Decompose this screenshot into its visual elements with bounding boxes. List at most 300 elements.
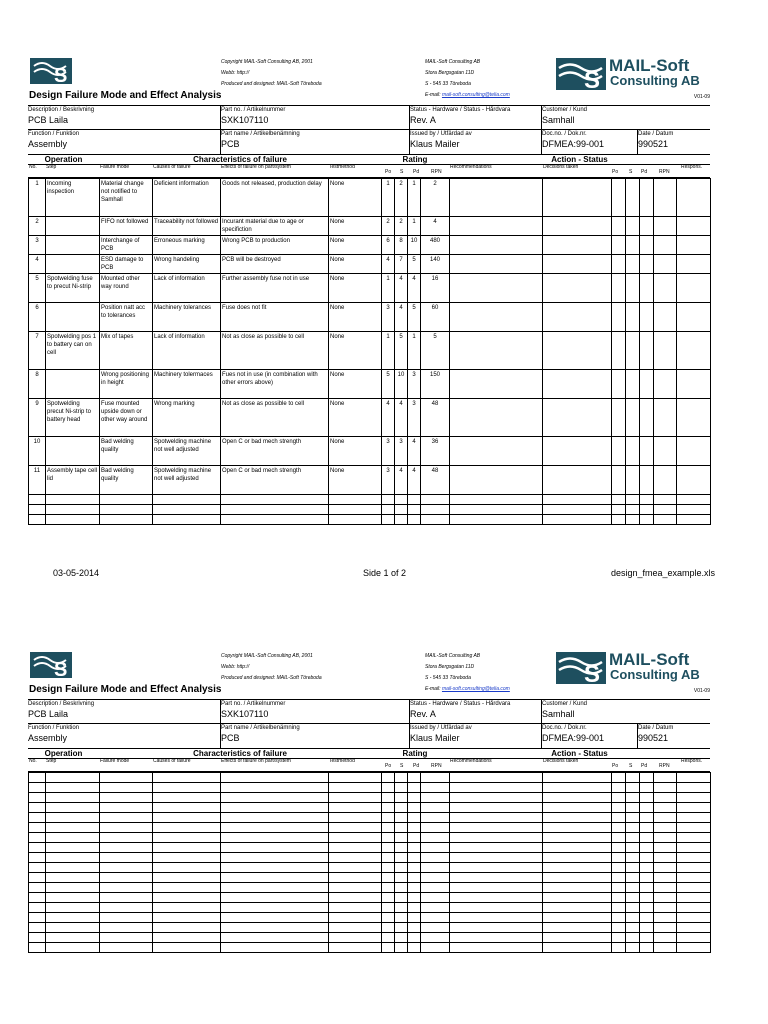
cell-test: None xyxy=(329,217,382,236)
table-row-blank xyxy=(29,783,711,793)
cell-step: Spotwelding precut Ni-strip to battery head xyxy=(46,399,100,437)
cell-step xyxy=(46,255,100,274)
cell-cause: Wrong marking xyxy=(153,399,221,437)
cell-mode: Bad welding quality xyxy=(100,466,153,495)
email-label: E-mail: xyxy=(425,92,441,98)
date-value: 990521 xyxy=(638,733,669,743)
cell-empty xyxy=(640,217,654,236)
cell-empty xyxy=(654,370,677,399)
info-block xyxy=(28,105,710,155)
cell-step xyxy=(46,370,100,399)
cell-pd: 10 xyxy=(408,236,421,255)
cell-empty xyxy=(677,437,711,466)
cell-empty xyxy=(654,437,677,466)
cell-empty xyxy=(450,399,543,437)
cell-empty xyxy=(543,466,612,495)
col-no: No. xyxy=(29,758,37,764)
company-logo-icon xyxy=(30,652,72,678)
cell-step: Spotwelding fuse to precut Ni-strip xyxy=(46,274,100,303)
table-header xyxy=(28,155,710,178)
cell-empty xyxy=(450,255,543,274)
status-label: Status - Hardware / Status - Hårdvara xyxy=(410,701,511,707)
cell-mode: Position natt acc to tolerances xyxy=(100,303,153,332)
cell-step xyxy=(46,437,100,466)
col-pd2: Pd xyxy=(641,169,648,175)
table-row xyxy=(29,179,711,217)
col-pd: Pd xyxy=(413,169,420,175)
col-step: Step xyxy=(46,758,57,764)
cell-empty xyxy=(677,255,711,274)
cell-po: 3 xyxy=(382,303,395,332)
cell-empty xyxy=(612,217,626,236)
cell-empty xyxy=(640,303,654,332)
cell-empty xyxy=(654,274,677,303)
table-row-blank xyxy=(29,903,711,913)
company-logo-icon xyxy=(30,58,72,84)
table-row xyxy=(29,217,711,236)
cell-empty xyxy=(450,236,543,255)
cell-cause: Spotwelding machine not well adjusted xyxy=(153,466,221,495)
cell-empty xyxy=(654,179,677,217)
date-value: 990521 xyxy=(638,139,669,149)
cell-effect: Open C or bad mech strength xyxy=(221,466,329,495)
cell-mode: Mix of tapes xyxy=(100,332,153,370)
cell-po: 2 xyxy=(382,217,395,236)
col-po2: Po xyxy=(612,169,619,175)
footer-side: Side 1 of 2 xyxy=(363,568,407,578)
table-row xyxy=(29,236,711,255)
cell-empty xyxy=(612,303,626,332)
document-title: Design Failure Mode and Effect Analysis xyxy=(29,684,222,695)
cell-empty xyxy=(450,274,543,303)
cell-empty xyxy=(543,236,612,255)
document-title: Design Failure Mode and Effect Analysis xyxy=(29,90,222,101)
cell-no: 3 xyxy=(29,236,46,255)
cell-pd: 5 xyxy=(408,255,421,274)
email-link[interactable]: mail-soft.consulting@telia.com xyxy=(441,686,510,692)
cell-effect: Fues not in use (in combination with other errors above) xyxy=(221,370,329,399)
cell-empty xyxy=(626,370,640,399)
cell-empty xyxy=(640,466,654,495)
cell-no: 4 xyxy=(29,255,46,274)
table-row-blank xyxy=(29,863,711,873)
cell-effect: Further assembly fuse not in use xyxy=(221,274,329,303)
cell-po: 1 xyxy=(382,274,395,303)
svg-text:S: S xyxy=(54,659,68,678)
cell-no: 10 xyxy=(29,437,46,466)
cell-mode: Mounted other way round xyxy=(100,274,153,303)
cell-empty xyxy=(543,370,612,399)
function-value: Assembly xyxy=(28,733,68,743)
cell-empty xyxy=(612,370,626,399)
table-header xyxy=(28,749,710,772)
col-decisions: Decisions taken xyxy=(543,758,579,764)
description-label: Description / Beskrivning xyxy=(28,107,95,113)
cell-po: 4 xyxy=(382,255,395,274)
partname-value: PCB xyxy=(221,733,240,743)
webb-text: Webb: http:// xyxy=(221,70,250,76)
cell-effect: Wrong PCB to production xyxy=(221,236,329,255)
cell-step: Assembly tape cell lid xyxy=(46,466,100,495)
cell-pd: 1 xyxy=(408,217,421,236)
cell-s: 4 xyxy=(395,303,408,332)
col-causes: Causes of failure xyxy=(153,758,191,764)
cell-effect: Fuse does not fit xyxy=(221,303,329,332)
company-line1: MAIL-Soft Consulting AB xyxy=(425,59,481,65)
partno-value: SXK107110 xyxy=(221,115,269,125)
col-no: No. xyxy=(29,164,37,170)
col-s: S xyxy=(400,169,404,175)
table-row xyxy=(29,437,711,466)
cell-s: 4 xyxy=(395,399,408,437)
email-label: E-mail: xyxy=(425,686,441,692)
cell-empty xyxy=(626,255,640,274)
table-row xyxy=(29,332,711,370)
cell-empty xyxy=(677,217,711,236)
cell-empty xyxy=(640,399,654,437)
operation-header: Operation xyxy=(28,155,99,165)
cell-empty xyxy=(677,370,711,399)
status-value: Rev. A xyxy=(410,709,436,719)
cell-effect: Not as close as possible to cell xyxy=(221,399,329,437)
email-link[interactable]: mail-soft.consulting@telia.com xyxy=(441,92,510,98)
cell-mode: Material change not notified to Samhall xyxy=(100,179,153,217)
cell-empty xyxy=(626,437,640,466)
cell-no: 5 xyxy=(29,274,46,303)
table-row-blank xyxy=(29,813,711,823)
cell-cause: Wrong handeling xyxy=(153,255,221,274)
table-row xyxy=(29,255,711,274)
company-line2: Stora Bergsgatan 11D xyxy=(425,664,475,670)
cell-empty xyxy=(677,332,711,370)
cell-step xyxy=(46,217,100,236)
cell-rpn: 140 xyxy=(421,255,450,274)
company-line3: S - 545 33 Töreboda xyxy=(425,675,471,681)
issued-label: Issued by / Utfärdad av xyxy=(410,725,472,731)
cell-s: 8 xyxy=(395,236,408,255)
description-value: PCB Laila xyxy=(28,709,69,719)
cell-step xyxy=(46,303,100,332)
company-line2: Stora Bergsgatan 11D xyxy=(425,70,475,76)
table-row-blank xyxy=(29,505,711,515)
copyright-text: Copyright MAIL-Soft Consulting AB, 2001 xyxy=(221,653,313,659)
col-rpn2: RPN xyxy=(659,169,670,175)
brand-name: MAIL-Soft xyxy=(609,56,690,75)
description-label: Description / Beskrivning xyxy=(28,701,95,707)
cell-empty xyxy=(640,437,654,466)
cell-empty xyxy=(640,274,654,303)
customer-label: Customer / Kund xyxy=(542,701,588,707)
cell-pd: 3 xyxy=(408,399,421,437)
cell-test: None xyxy=(329,179,382,217)
fmea-table-empty xyxy=(28,772,711,953)
cell-empty xyxy=(450,179,543,217)
partno-label: Part no. / Artikelnummer xyxy=(221,701,286,707)
cell-empty xyxy=(626,274,640,303)
table-row-blank xyxy=(29,913,711,923)
cell-effect: PCB will be destroyed xyxy=(221,255,329,274)
cell-cause: Machinery tolermaces xyxy=(153,370,221,399)
cell-step: Incoming inspection xyxy=(46,179,100,217)
cell-empty xyxy=(654,399,677,437)
cell-s: 4 xyxy=(395,466,408,495)
operation-header: Operation xyxy=(28,749,99,759)
date-label: Date / Datum xyxy=(638,725,674,731)
col-s: S xyxy=(400,763,404,769)
cell-empty xyxy=(543,332,612,370)
table-row-blank xyxy=(29,515,711,525)
table-row-blank xyxy=(29,773,711,783)
col-rpn: RPN xyxy=(431,169,442,175)
cell-empty xyxy=(450,217,543,236)
cell-empty xyxy=(677,466,711,495)
cell-s: 2 xyxy=(395,179,408,217)
col-failure-mode: Failure mode xyxy=(100,164,130,170)
svg-text:S: S xyxy=(584,661,601,684)
cell-empty xyxy=(677,274,711,303)
version-text: V01-09 xyxy=(693,688,710,694)
cell-empty xyxy=(543,255,612,274)
col-po: Po xyxy=(385,763,392,769)
cell-empty xyxy=(654,466,677,495)
col-decisions: Decisions taken xyxy=(543,164,579,170)
cell-empty xyxy=(612,179,626,217)
col-s2: S xyxy=(629,169,633,175)
cell-cause: Deficient information xyxy=(153,179,221,217)
table-row xyxy=(29,274,711,303)
cell-empty xyxy=(450,370,543,399)
cell-empty xyxy=(543,437,612,466)
cell-s: 5 xyxy=(395,332,408,370)
cell-cause: Lack of information xyxy=(153,332,221,370)
cell-po: 3 xyxy=(382,437,395,466)
page-1 xyxy=(28,56,710,525)
cell-empty xyxy=(543,217,612,236)
cell-pd: 4 xyxy=(408,437,421,466)
table-row-blank xyxy=(29,853,711,863)
company-line3: S - 545 33 Töreboda xyxy=(425,81,471,87)
cell-mode: Fuse mounted upside down or other way around xyxy=(100,399,153,437)
characteristics-header: Characteristics of failure xyxy=(99,155,381,165)
cell-no: 8 xyxy=(29,370,46,399)
cell-empty xyxy=(612,437,626,466)
cell-effect: Open C or bad mech strength xyxy=(221,437,329,466)
rating-header: Rating xyxy=(381,749,449,759)
table-row-blank xyxy=(29,933,711,943)
table-row-blank xyxy=(29,893,711,903)
docno-value: DFMEA:99-001 xyxy=(542,733,605,743)
function-value: Assembly xyxy=(28,139,68,149)
cell-empty xyxy=(612,332,626,370)
cell-empty xyxy=(612,466,626,495)
cell-empty xyxy=(450,437,543,466)
action-header: Action - Status xyxy=(449,155,710,165)
cell-s: 10 xyxy=(395,370,408,399)
cell-cause: Lack of information xyxy=(153,274,221,303)
cell-test: None xyxy=(329,303,382,332)
partname-label: Part name / Artikelbenämning xyxy=(221,131,300,137)
cell-empty xyxy=(626,236,640,255)
col-rpn2: RPN xyxy=(659,763,670,769)
copyright-text: Copyright MAIL-Soft Consulting AB, 2001 xyxy=(221,59,313,65)
cell-s: 4 xyxy=(395,274,408,303)
cell-rpn: 48 xyxy=(421,466,450,495)
cell-empty xyxy=(640,332,654,370)
cell-empty xyxy=(450,332,543,370)
cell-empty xyxy=(654,332,677,370)
docno-label: Doc.no. / Dok.nr. xyxy=(542,725,587,731)
svg-text:S: S xyxy=(54,65,68,84)
partname-value: PCB xyxy=(221,139,240,149)
col-po2: Po xyxy=(612,763,619,769)
cell-empty xyxy=(640,236,654,255)
customer-label: Customer / Kund xyxy=(542,107,588,113)
col-po: Po xyxy=(385,169,392,175)
table-row-blank xyxy=(29,943,711,953)
svg-text:S: S xyxy=(584,67,601,90)
page-2 xyxy=(28,650,710,953)
cell-pd: 3 xyxy=(408,370,421,399)
issued-label: Issued by / Utfärdad av xyxy=(410,131,472,137)
docno-value: DFMEA:99-001 xyxy=(542,139,605,149)
cell-cause: Machinery tolerances xyxy=(153,303,221,332)
table-row-blank xyxy=(29,883,711,893)
cell-empty xyxy=(654,303,677,332)
webb-text: Webb: http:// xyxy=(221,664,250,670)
partno-value: SXK107110 xyxy=(221,709,269,719)
cell-empty xyxy=(543,274,612,303)
cell-empty xyxy=(677,236,711,255)
cell-pd: 5 xyxy=(408,303,421,332)
rating-header: Rating xyxy=(381,155,449,165)
cell-empty xyxy=(626,179,640,217)
cell-pd: 4 xyxy=(408,466,421,495)
cell-test: None xyxy=(329,332,382,370)
table-row-blank xyxy=(29,495,711,505)
cell-empty xyxy=(677,303,711,332)
brand-sub: Consulting AB xyxy=(610,73,700,88)
col-step: Step xyxy=(46,164,57,170)
col-testmethod: Testmethod xyxy=(329,164,355,170)
col-effects: Effects of failure on part/system xyxy=(221,758,291,764)
table-row xyxy=(29,399,711,437)
cell-pd: 1 xyxy=(408,332,421,370)
cell-effect: Not as close as possible to cell xyxy=(221,332,329,370)
col-rpn: RPN xyxy=(431,763,442,769)
function-label: Function / Funktion xyxy=(28,725,80,731)
issued-value: Klaus Mailer xyxy=(410,139,460,149)
cell-effect: Goods not released, production delay xyxy=(221,179,329,217)
cell-test: None xyxy=(329,236,382,255)
cell-empty xyxy=(450,303,543,332)
partno-label: Part no. / Artikelnummer xyxy=(221,107,286,113)
cell-empty xyxy=(543,399,612,437)
company-line1: MAIL-Soft Consulting AB xyxy=(425,653,481,659)
table-row-blank xyxy=(29,823,711,833)
cell-empty xyxy=(612,236,626,255)
table-row xyxy=(29,303,711,332)
cell-po: 3 xyxy=(382,466,395,495)
cell-empty xyxy=(654,217,677,236)
table-row-blank xyxy=(29,843,711,853)
description-value: PCB Laila xyxy=(28,115,69,125)
cell-mode: ESD damage to PCB xyxy=(100,255,153,274)
cell-empty xyxy=(543,303,612,332)
cell-empty xyxy=(626,332,640,370)
col-pd2: Pd xyxy=(641,763,648,769)
cell-rpn: 480 xyxy=(421,236,450,255)
cell-po: 1 xyxy=(382,179,395,217)
col-respons: Respons. xyxy=(681,164,703,170)
customer-value: Samhall xyxy=(542,709,575,719)
date-label: Date / Datum xyxy=(638,131,674,137)
col-effects: Effects of failure on part/system xyxy=(221,164,291,170)
cell-cause: Spotwelding machine not well adjusted xyxy=(153,437,221,466)
brand-name: MAIL-Soft xyxy=(609,650,690,669)
cell-test: None xyxy=(329,399,382,437)
cell-po: 1 xyxy=(382,332,395,370)
col-causes: Causes of failure xyxy=(153,164,191,170)
docno-label: Doc.no. / Dok.nr. xyxy=(542,131,587,137)
cell-no: 11 xyxy=(29,466,46,495)
produced-text: Produced and designed: MAIL-Soft Töreboda xyxy=(221,675,322,681)
fmea-table xyxy=(28,178,711,525)
brand-sub: Consulting AB xyxy=(610,667,700,682)
cell-empty xyxy=(640,370,654,399)
cell-no: 6 xyxy=(29,303,46,332)
produced-text: Produced and designed: MAIL-Soft Töreboda xyxy=(221,81,322,87)
table-row xyxy=(29,466,711,495)
cell-test: None xyxy=(329,466,382,495)
col-pd: Pd xyxy=(413,763,420,769)
cell-empty xyxy=(626,217,640,236)
issued-value: Klaus Mailer xyxy=(410,733,460,743)
cell-po: 4 xyxy=(382,399,395,437)
cell-empty xyxy=(612,399,626,437)
cell-cause: Erroneous marking xyxy=(153,236,221,255)
cell-no: 1 xyxy=(29,179,46,217)
col-respons: Respons. xyxy=(681,758,703,764)
col-s2: S xyxy=(629,763,633,769)
cell-test: None xyxy=(329,370,382,399)
cell-pd: 1 xyxy=(408,179,421,217)
table-row xyxy=(29,370,711,399)
cell-empty xyxy=(612,274,626,303)
cell-test: None xyxy=(329,255,382,274)
info-block xyxy=(28,699,710,749)
function-label: Function / Funktion xyxy=(28,131,80,137)
cell-empty xyxy=(640,179,654,217)
cell-rpn: 36 xyxy=(421,437,450,466)
cell-empty xyxy=(612,255,626,274)
table-row-blank xyxy=(29,923,711,933)
action-header: Action - Status xyxy=(449,749,710,759)
cell-rpn: 150 xyxy=(421,370,450,399)
cell-cause: Traceability not followed xyxy=(153,217,221,236)
cell-step: Spotwelding pos 1 to battery can on cell xyxy=(46,332,100,370)
cell-effect: Incurant material due to age or specifiction xyxy=(221,217,329,236)
cell-empty xyxy=(654,236,677,255)
table-row-blank xyxy=(29,873,711,883)
cell-s: 3 xyxy=(395,437,408,466)
cell-empty xyxy=(677,399,711,437)
cell-empty xyxy=(626,303,640,332)
table-row-blank xyxy=(29,803,711,813)
col-recommendations: Recommendations xyxy=(450,164,492,170)
cell-mode: Interchange of PCB xyxy=(100,236,153,255)
cell-rpn: 16 xyxy=(421,274,450,303)
cell-s: 2 xyxy=(395,217,408,236)
